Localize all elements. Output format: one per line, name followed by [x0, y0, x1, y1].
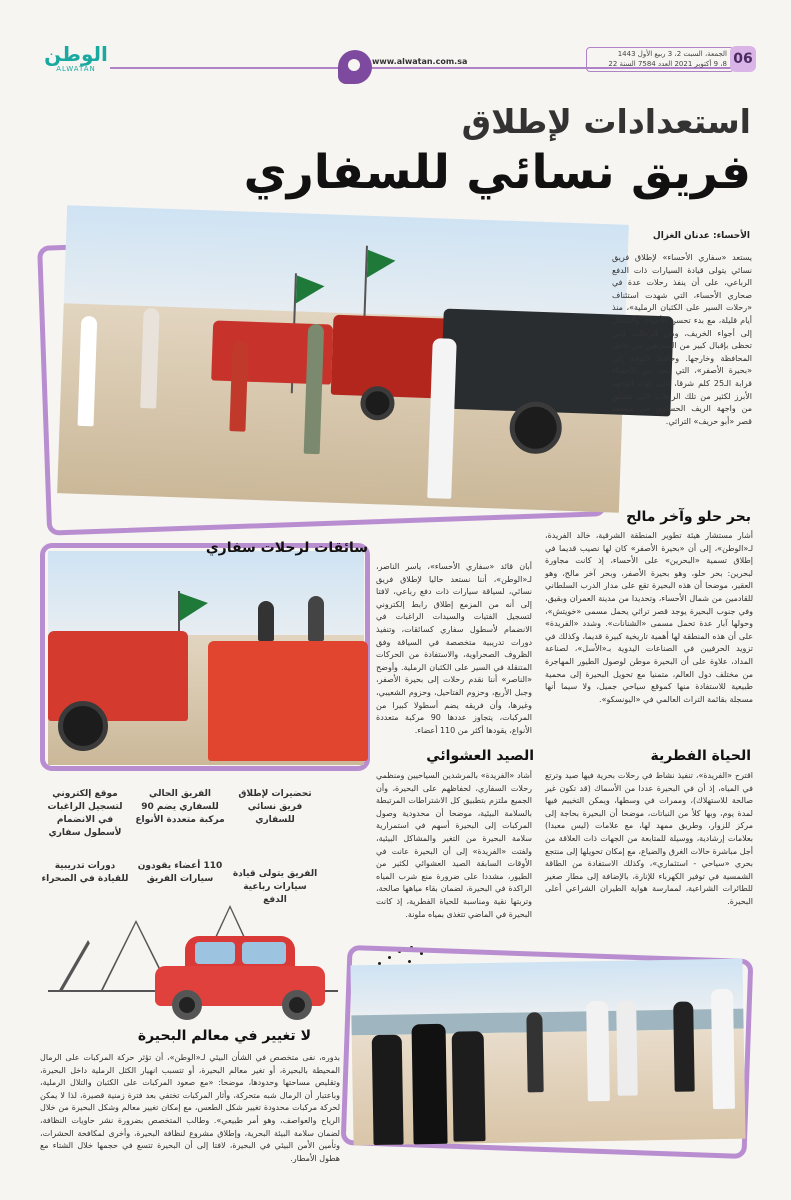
- body-no-change: بدوره، نفى متخصص في الشأن البيئي لـ«الوطن»، أن تؤثر حركة المركبات على الرمال المحيطة بالبحيرة، أو تغير معالم البحيرة، أو تتسبب انهيار الكثل الرملية داخل البحيرة، وتقليص مساحتها وحدودها، موضحا: «مع صعود المركبات على الكثبان والتلال الرملية، وباعتبار أن الرمال شبه متحركة، وأثار المركبات تختفي بعد فترة زمنية قصيرة، لذا لا يمكن لحركة مركبات محدودة تغيير شكل الطعس، مع إمكان تغيير معالم وشكل البحيرة من خلال الرياح والعواصف، وهو أمر طبيعي». وطالب المتخصص بضرورة نشر حاويات النظافة، لضمان سلامة البيئة البحرية، وإطلاق مشروع لنظافة البحيرة، وأخرى لمكافحة الحشرات، وتأمين الأمن البيئي في البحيرة، لافتا إلى أن البحيرة تتسع في حجمها خلال الشتاء مع هطول الأمطار.: [40, 1053, 340, 1163]
- logo-subtext: ALWATAN: [56, 65, 96, 73]
- issue-date-box: [586, 47, 734, 72]
- subhead-safari-drivers: سائقات لرحلات سفاري: [205, 540, 368, 556]
- body-sweet-salt-sea: أشار مستشار هيئة تطوير المنطقة الشرقية، خالد الفريدة، لـ«الوطن»، إلى أن «بحيرة الأصفر» كان لها نصيب قديما في إطلاق تسمية «البحرين» على الأحساء، إذ كانت مجاورة لبحرين: بحر حلو، وهو بحيرة الأصفر، وبحر آخر مالح، وهو العقير، موضحا أن هذه البحيرة تقع على مدار الدرب السلطاني للقادمين من شمال الأحساء، وتحديدا من مدينة العمران وبقيق، وفي جنوب البحيرة يوجد قصر تراثي يحمل مسمى «خويتش»، وحولها آبار عدة تحمل مسمى «الشنانات». وشدد «الفريدة» على أن هذه المنطقة لها أهمية تاريخية كبيرة قديما، وكذلك في تزويد الحرفيين في الصناعات اليدوية بـ«الأسل»، لصناعة المداد، علاوة على أن البحيرة موطن لوصول الطيور المهاجرة من مختلف دول العالم، متمنيا مع تحويل البحيرة إلى محمية طبيعية للاستفادة منها كموقع سياحي جميل، ولا سيما أنها مسجلة بقائمة التراث العالمي في «اليونسكو».: [545, 531, 753, 704]
- page-number: 06: [730, 46, 756, 72]
- fact-item: الفريق يتولى قيادة سيارات رباعية الدفع: [232, 869, 318, 905]
- body-wildlife: اقترح «الفريدة»، تنفيذ نشاط في رحلات بحرية فيها صيد وترتع في المياه، إذ أن في البحيرة عددا من الأسماك (قد تكون غير صالحة للاستهلاك)، وممرات في وسطها، ويمكن التخييم فيها لمدة يوم، وبها كلأ من النباتات، موضحا أن البحيرة بحاجة إلى مركز للزوار، وطريق ممهد لها، مع علامات (ليس معبدا) بعلامات إرشادية، ووسيلة للمتابعة من الجهات ذات العلاقة من أجل مباشرة حالات الغرق والضياع، مع إمكان تحويلها إلى منتجع بحري «سياحي - استثماري»، وكذلك الاستفادة من الطاقة الشمسية في توفير الكهرباء للإنارة، بالإضافة إلى مطار صغير للطائرات الشراعية، لممارسة هواية الطيران الشراعي أعلى البحيرة.: [545, 771, 753, 906]
- photo-lake-visitors: [350, 959, 745, 1146]
- headline-title: فريق نسائي للسفاري: [243, 145, 751, 200]
- brand-drop-icon: [338, 50, 372, 84]
- subhead-sweet-salt-sea: بحر حلو وآخر مالح: [626, 509, 751, 525]
- subhead-no-change: لا تغيير في معالم البحيرة: [137, 1028, 311, 1044]
- article-intro: يستعد «سفاري الأحساء» لإطلاق فريق نسائي يتولى قيادة السيارات ذات الدفع الرباعي، على أن ينفذ رحلات عدة في صحاري الأحساء، التي شهدت استئناف «رحلات السير على الكثبان الرملية»، منذ أيام قليلة، مع بدء تحسن الأجواء، والانتقال إلى أجواء الخريف، وهي الرحلات التي تحظى بإقبال كبير من المتنزهين من داخل المحافظة وخارجها. وحافظ التوجه إلى «بحيرة الأصفر»، التي تبعد عن الأحساء قرابة الـ25 كلم شرقا، على كونه الوجهة الأبرز لكثير من تلك الرحلات التي تنطلق من واجهة الريف الحساوي في منطقة قصر «أبو حريف» التراثي.: [612, 253, 752, 426]
- subhead-random-hunting: الصيد العشوائي: [426, 748, 534, 764]
- body-safari-drivers: أبان قائد «سفاري الأحساء»، ياسر الناصر، لـ«الوطن»، أننا نستعد حاليا لإطلاق فريق نسائي، لسياقة سيارات ذات دفع رباعي، لافتا إلى أنه من المزمع إطلاق رابط إلكتروني لتسجيل الفتيات والسيدات الراغبات في الانضمام لأسطول سفاري كسائقات، وتنفيذ دورات تدريبية متخصصة في السياقة وفق الظروف الصحراوية، والاستفادة من الحركات المتنقلة في السير على الكثبان الرملية. وأوضح «الناصر» أننا نقدم رحلات إلى بحيرة الأصفر، وجبل الأربع، وحزوم الفتاحيل، وحزوم الشعيبي، وغيرها، وأن فريقه يضم أسطولا كبيرا من المركبات، يتجاوز عددها 90 مركبة متعددة الأنواع، يقودها أكثر من 110 أعضاء.: [376, 562, 532, 735]
- wheel-icon: [172, 990, 202, 1020]
- headline-kicker: استعدادات لإطلاق: [461, 102, 751, 141]
- issue-date-gregorian: 8، 9 أكتوبر 2021 العدد 7584 السنة 22: [608, 60, 727, 68]
- article-headline: [101, 100, 751, 204]
- flag-icon: [367, 250, 396, 279]
- article-byline: الأحساء: عدنان الغزال: [652, 231, 750, 241]
- fact-item: موقع إلكتروني لتسجيل الراغبات في الانضمام لأسطول سفاري: [47, 789, 123, 838]
- fact-item: دورات تدريبية للقيادة في الصحراء: [41, 861, 129, 884]
- issue-date-hijri: الجمعة، السبت 2، 3 ربيع الأول 1443: [617, 50, 727, 58]
- fact-item: 110 أعضاء يقودون سيارات الفريق: [137, 861, 223, 884]
- facts-box: [40, 788, 320, 938]
- photo-red-jeeps: [48, 551, 364, 765]
- fact-item: تحضيرات لإطلاق فريق نسائي للسفاري: [238, 789, 312, 825]
- site-url[interactable]: www.alwatan.com.sa: [372, 57, 468, 66]
- body-random-hunting: أشاد «الفريدة» بالمرشدين السياحيين ومنظمي رحلات السفاري، لحفاظهم على البحيرة، وأن الجميع ملتزم بتطبيق كل الاشتراطات المرتبطة بالسلامة البيئية، موضحا أن محدودية وصول المركبات إلى البحيرة أسهم في استمرارية سلامة البحيرة من التغير والمشاكل البيئية، ولفتت «الفريدة» إلى أن البحيرة عانت في الأوقات السابقة الصيد العشوائي لكثير من الطيور، مشددا على ضرورة منع شرب المياه الراكدة في البحيرة، لضمان بقاء مياهها صالحة، وتربتها نقية ومناسبة للحياة الفطرية، إذ كانت البحيرة في الماضي تتغذى بمياه ملونة.: [376, 771, 532, 919]
- logo-text: الوطن: [44, 42, 108, 66]
- photo-jeeps-gathering: [57, 205, 629, 512]
- fact-item: الفريق الحالي للسفاري يضم 90 مركبة متعددة الأنواع: [135, 789, 225, 825]
- subhead-wildlife: الحياة الفطرية: [650, 748, 751, 764]
- newspaper-logo[interactable]: [34, 44, 118, 74]
